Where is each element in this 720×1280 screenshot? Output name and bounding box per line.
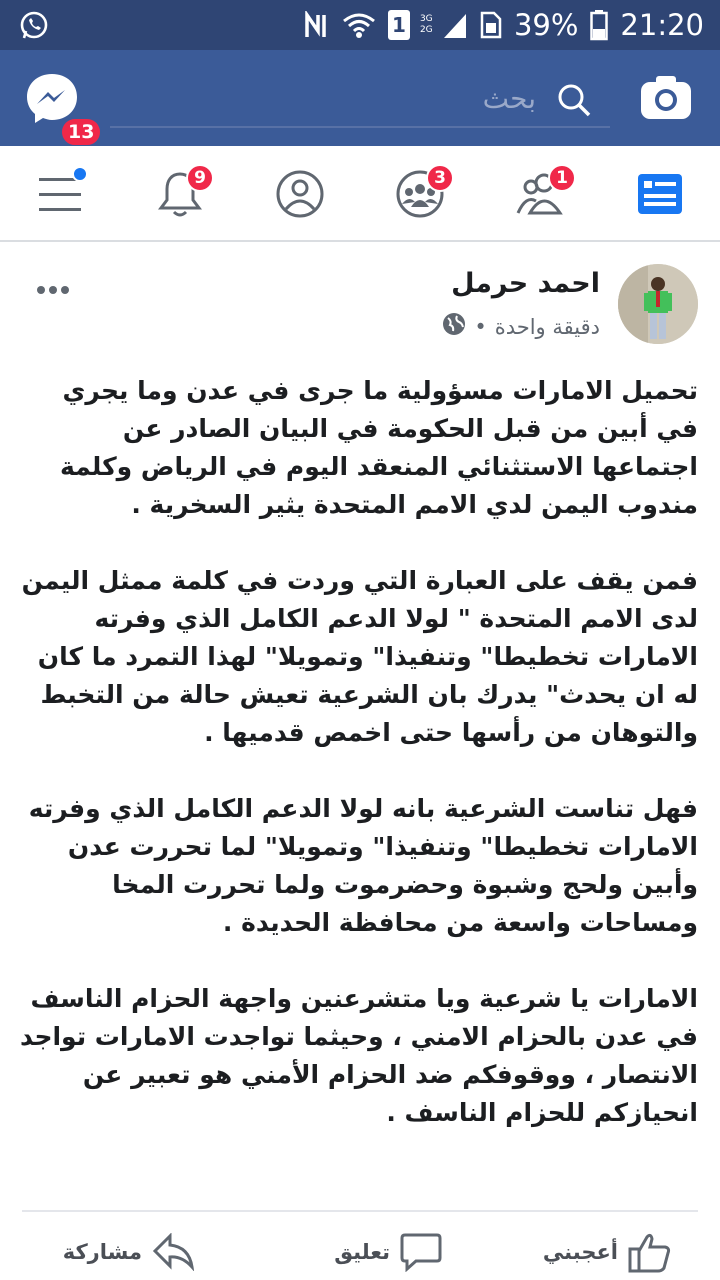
- post-meta: [442, 312, 600, 341]
- tab-bar: [0, 146, 720, 242]
- globe-icon: [442, 312, 466, 341]
- app-header: [0, 50, 720, 146]
- battery-percent: 39%: [513, 8, 579, 42]
- signal-icon: [419, 10, 468, 40]
- tab-groups[interactable]: [360, 146, 480, 242]
- tab-menu[interactable]: [0, 146, 120, 242]
- groups-badge: 3: [426, 164, 454, 192]
- post-body: [18, 372, 698, 1170]
- search-icon: [556, 82, 592, 122]
- post-paragraph: فهل تناست الشرعية بانه لولا الدعم الكامل الذي وفرته الامارات تخطيطا" وتنفيذا" وتمويلا" لما تحررت عدن وأبين ولحج وشبوة وحضرموت ولما تحررت المخا ومساحات واسعة من محافظة الحديدة .: [28, 794, 698, 937]
- post-time[interactable]: دقيقة واحدة: [494, 314, 600, 339]
- search-placeholder: بحث: [482, 82, 536, 115]
- share-label: مشاركة: [62, 1240, 142, 1264]
- comment-icon: [400, 1232, 442, 1272]
- post-paragraph: تحميل الامارات مسؤولية ما جرى في عدن وما يجري في أبين من قبل الحكومة في البيان الصادر عن اجتماعها الاستثنائي المنعقد اليوم في الرياض وكلمة مندوب اليمن لدي الامم المتحدة يثير السخرية .: [60, 376, 698, 519]
- battery-icon: [590, 9, 608, 41]
- meta-separator: •: [474, 314, 487, 339]
- friend-requests-badge: 1: [548, 164, 576, 192]
- nfc-icon: [304, 11, 330, 39]
- tab-friend-requests[interactable]: [480, 146, 600, 242]
- more-options-button[interactable]: [36, 268, 70, 303]
- comment-label: تعليق: [334, 1240, 390, 1264]
- status-bar: [0, 0, 720, 50]
- whatsapp-icon: [18, 9, 50, 45]
- tab-profile[interactable]: [240, 146, 360, 242]
- post-paragraph: الامارات يا شرعية ويا متشرعنين واجهة الحزام الناسف في عدن بالحزام الامني ، وحيثما تواجدت الامارات تواجد الانتصار ، ووقوفكم ضد الحزام الأمني هو تعبير عن انحيازكم للحزام الناسف .: [20, 984, 698, 1127]
- like-button[interactable]: [543, 1230, 672, 1274]
- share-button[interactable]: [63, 1230, 194, 1274]
- camera-icon: [640, 74, 692, 120]
- notifications-badge: 9: [186, 164, 214, 192]
- clock: 21:20: [620, 8, 704, 42]
- menu-dot: [72, 166, 88, 182]
- share-icon: [152, 1233, 194, 1271]
- like-label: أعجبني: [542, 1240, 618, 1264]
- tab-notifications[interactable]: [120, 146, 240, 242]
- comment-button[interactable]: [334, 1230, 442, 1274]
- wifi-icon: [342, 11, 376, 39]
- search-input[interactable]: [110, 76, 610, 128]
- messenger-badge: 13: [60, 117, 102, 147]
- network-type-label: 3G 2G: [419, 14, 433, 35]
- sim-card-icon: [480, 11, 502, 39]
- more-icon: [36, 285, 70, 295]
- thumbs-up-icon: [628, 1231, 672, 1273]
- news-feed-icon: [637, 172, 683, 216]
- post-author[interactable]: احمد حرمل: [451, 268, 600, 299]
- tab-news-feed[interactable]: [600, 146, 720, 242]
- post-paragraph: فمن يقف على العبارة التي وردت في كلمة ممثل اليمن لدى الامم المتحدة " لولا الدعم الكامل الذي وفرته الامارات تخطيطا" وتنفيذا" وتمويلا" لهذا التمرد ما كان له ان يحدث" يدرك بان الشرعية تعيش حالة من التخبط والتوهان من رأسها حتى اخمص قدميها .: [21, 566, 698, 747]
- feed-post: [0, 244, 720, 1280]
- camera-button[interactable]: [640, 74, 692, 124]
- profile-icon: [275, 169, 325, 219]
- post-actions: [22, 1210, 698, 1280]
- sim-icon: 1: [388, 10, 410, 40]
- avatar[interactable]: [618, 264, 698, 344]
